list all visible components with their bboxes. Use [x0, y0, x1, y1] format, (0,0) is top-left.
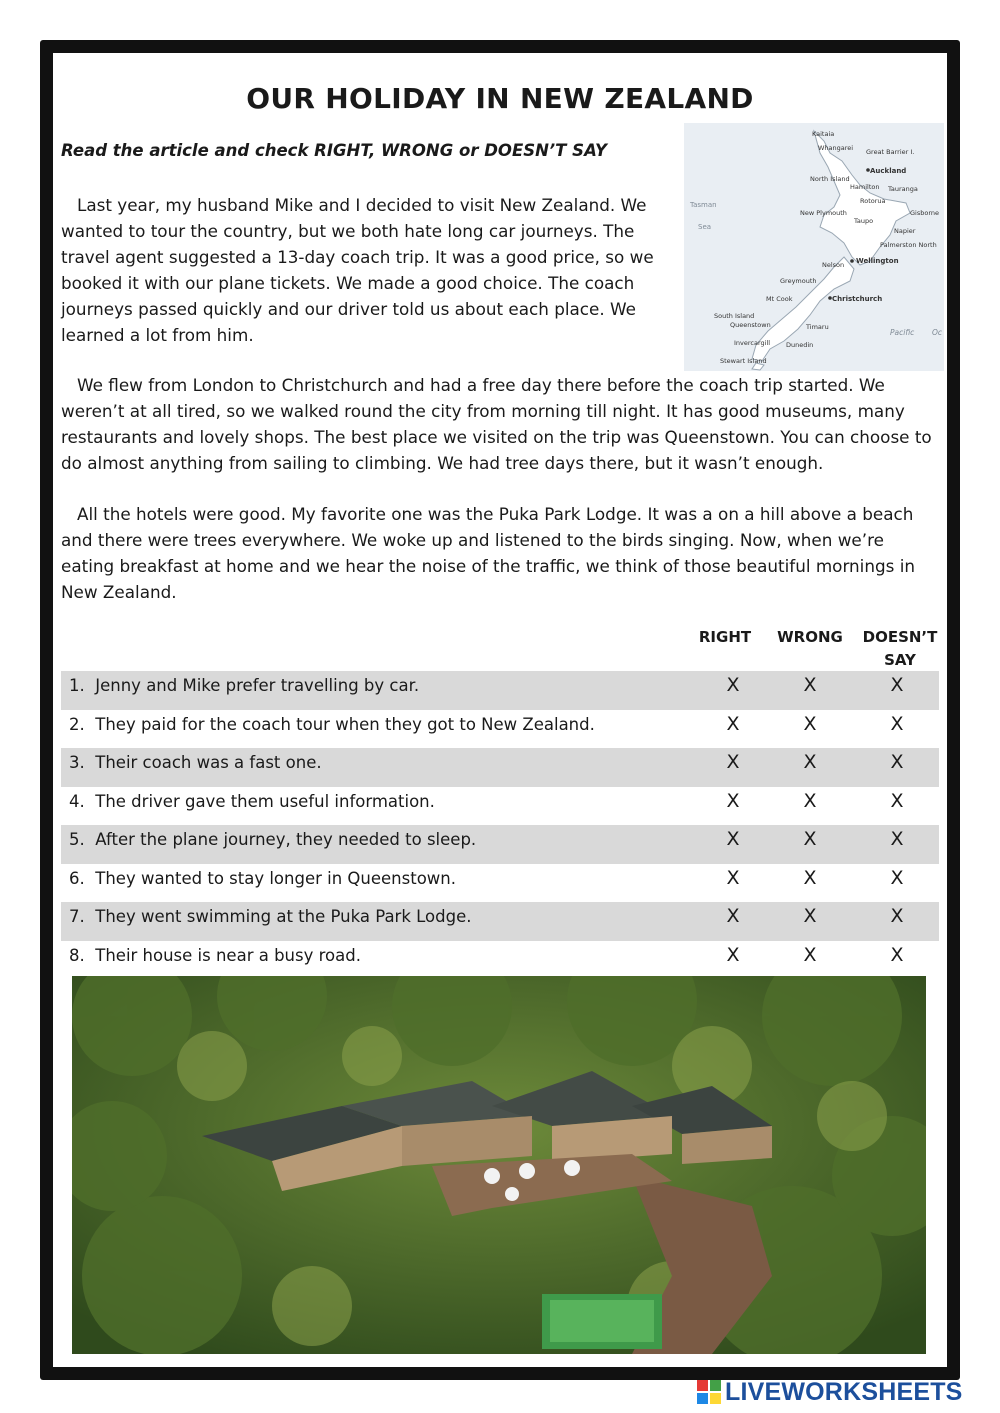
table-row [61, 864, 939, 903]
statement-number: 3. [69, 753, 85, 772]
table-row [61, 787, 939, 826]
answer-doesnt-say-checkbox[interactable]: X [890, 712, 904, 735]
map-label: Dunedin [786, 341, 814, 349]
answer-right-checkbox[interactable]: X [726, 866, 740, 889]
map-label: Great Barrier I. [866, 148, 915, 156]
column-header-wrong: WRONG [777, 628, 843, 646]
new-zealand-map [684, 123, 944, 371]
answer-doesnt-say-checkbox[interactable]: X [890, 789, 904, 812]
answer-right-checkbox[interactable]: X [726, 712, 740, 735]
map-label: Sea [698, 223, 712, 231]
instruction-text: Read the article and check RIGHT, WRONG or DOESN’T SAY [61, 141, 607, 160]
statement-number: 4. [69, 791, 85, 811]
table-row [61, 748, 939, 787]
map-label: Mt Cook [766, 295, 793, 303]
puka-park-lodge-photo [72, 976, 926, 1354]
answer-right-checkbox[interactable]: X [726, 943, 740, 966]
answer-right-checkbox[interactable]: X [726, 828, 740, 850]
statement-text [69, 715, 595, 734]
map-label: Wellington [856, 257, 899, 265]
map-label: Napier [894, 227, 916, 235]
column-header-doesnt-say-line2: SAY [884, 651, 916, 669]
map-label: Queenstown [730, 321, 771, 329]
map-label: Oc [932, 328, 943, 337]
statement-number: 6. [69, 868, 85, 888]
column-header-doesnt-say-line1: DOESN’T [862, 628, 938, 646]
answer-wrong-checkbox[interactable]: X [803, 751, 817, 773]
statement-text [69, 946, 361, 965]
table-row [61, 941, 939, 980]
map-label: Palmerston North [880, 241, 937, 249]
statement-number: 8. [69, 945, 85, 965]
map-label: Whangarei [818, 144, 854, 152]
map-label: Kaitaia [812, 130, 835, 138]
page-title: OUR HOLIDAY IN NEW ZEALAND [246, 82, 754, 115]
map-label: Hamilton [850, 183, 880, 191]
answer-doesnt-say-checkbox[interactable]: X [890, 905, 904, 927]
statement-text [69, 830, 476, 849]
map-label: New Plymouth [800, 209, 847, 217]
table-row [61, 825, 939, 864]
answer-doesnt-say-checkbox[interactable]: X [890, 828, 904, 850]
statement-text [69, 676, 419, 695]
table-row [61, 671, 939, 710]
statement-label: Jenny and Mike prefer travelling by car. [95, 676, 420, 695]
liveworksheets-logo-text: LIVEWORKSHEETS [725, 1378, 963, 1406]
answer-right-checkbox[interactable]: X [726, 789, 740, 812]
statements-table [61, 671, 939, 979]
statement-label: Their house is near a busy road. [95, 945, 361, 965]
answer-wrong-checkbox[interactable]: X [803, 905, 817, 927]
statement-text [69, 753, 322, 772]
column-header-doesnt-say [858, 626, 942, 672]
answer-wrong-checkbox[interactable]: X [803, 828, 817, 850]
table-row [61, 902, 939, 941]
map-label: South Island [714, 312, 755, 320]
article-paragraph-2: We flew from London to Christchurch and had a free day there before the coach trip started. We weren’t at all tired, so we walked round the city from morning till night. It has good museums, many restaurants and lovely shops. The best place we visited on the trip was Queenstown. You can choose to do almost anything from sailing to climbing. We had tree days there, but it wasn’t enough. [61, 375, 932, 473]
map-label: Pacific [890, 328, 915, 337]
answer-wrong-checkbox[interactable]: X [803, 712, 817, 735]
map-label: Timaru [806, 323, 829, 331]
map-label: Gisborne [910, 209, 940, 217]
statement-number: 5. [69, 830, 85, 849]
answer-doesnt-say-checkbox[interactable]: X [890, 751, 904, 773]
answer-wrong-checkbox[interactable]: X [803, 674, 817, 696]
answer-right-checkbox[interactable]: X [726, 905, 740, 927]
answer-wrong-checkbox[interactable]: X [803, 943, 817, 966]
answer-right-checkbox[interactable]: X [726, 751, 740, 773]
answer-right-checkbox[interactable]: X [726, 674, 740, 696]
map-label: Tauranga [888, 185, 918, 193]
answer-wrong-checkbox[interactable]: X [803, 789, 817, 812]
map-label: North Island [810, 175, 850, 183]
statement-number: 1. [69, 676, 85, 695]
statement-text [69, 792, 435, 811]
statement-label: They went swimming at the Puka Park Lodge. [95, 907, 472, 926]
statement-number: 7. [69, 907, 85, 926]
liveworksheets-logo-icon [697, 1380, 721, 1404]
answer-doesnt-say-checkbox[interactable]: X [890, 943, 904, 966]
statement-label: Their coach was a fast one. [95, 753, 322, 772]
map-label: Taupo [854, 217, 874, 225]
map-label: Christchurch [832, 295, 883, 303]
statement-number: 2. [69, 714, 85, 734]
map-label: Greymouth [780, 277, 817, 285]
answer-doesnt-say-checkbox[interactable]: X [890, 674, 904, 696]
answer-doesnt-say-checkbox[interactable]: X [890, 866, 904, 889]
map-label: Tasman [690, 201, 717, 209]
map-label: Auckland [870, 167, 907, 175]
article-paragraph-3: All the hotels were good. My favorite one was the Puka Park Lodge. It was a on a hill above a beach and there were trees everywhere. We woke up and listened to the birds singing. Now, when we’re eating breakfast at home and we hear the noise of the traffic, we think of those beautiful mornings in New Zealand. [61, 504, 916, 602]
statement-label: The driver gave them useful information. [95, 791, 435, 811]
map-label: Rotorua [860, 197, 886, 205]
table-row [61, 710, 939, 749]
map-label: Invercargill [734, 339, 771, 347]
statement-text [69, 907, 471, 926]
statement-label: They paid for the coach tour when they got to New Zealand. [95, 714, 595, 734]
statement-text [69, 869, 456, 888]
statement-label: They wanted to stay longer in Queenstown. [95, 868, 456, 888]
column-header-right: RIGHT [698, 628, 752, 646]
map-label: Nelson [822, 261, 845, 269]
map-label: Stewart Island [720, 357, 767, 365]
answer-wrong-checkbox[interactable]: X [803, 866, 817, 889]
article-paragraph-1: Last year, my husband Mike and I decided to visit New Zealand. We wanted to tour the country, but we both hate long car journeys. The travel agent suggested a 13-day coach trip. It was a good price, so we booked it with our plane tickets. We made a good choice. The coach journeys passed quickly and our driver told us about each place. We learned a lot from him. [61, 195, 654, 345]
statement-label: After the plane journey, they needed to sleep. [95, 830, 477, 849]
